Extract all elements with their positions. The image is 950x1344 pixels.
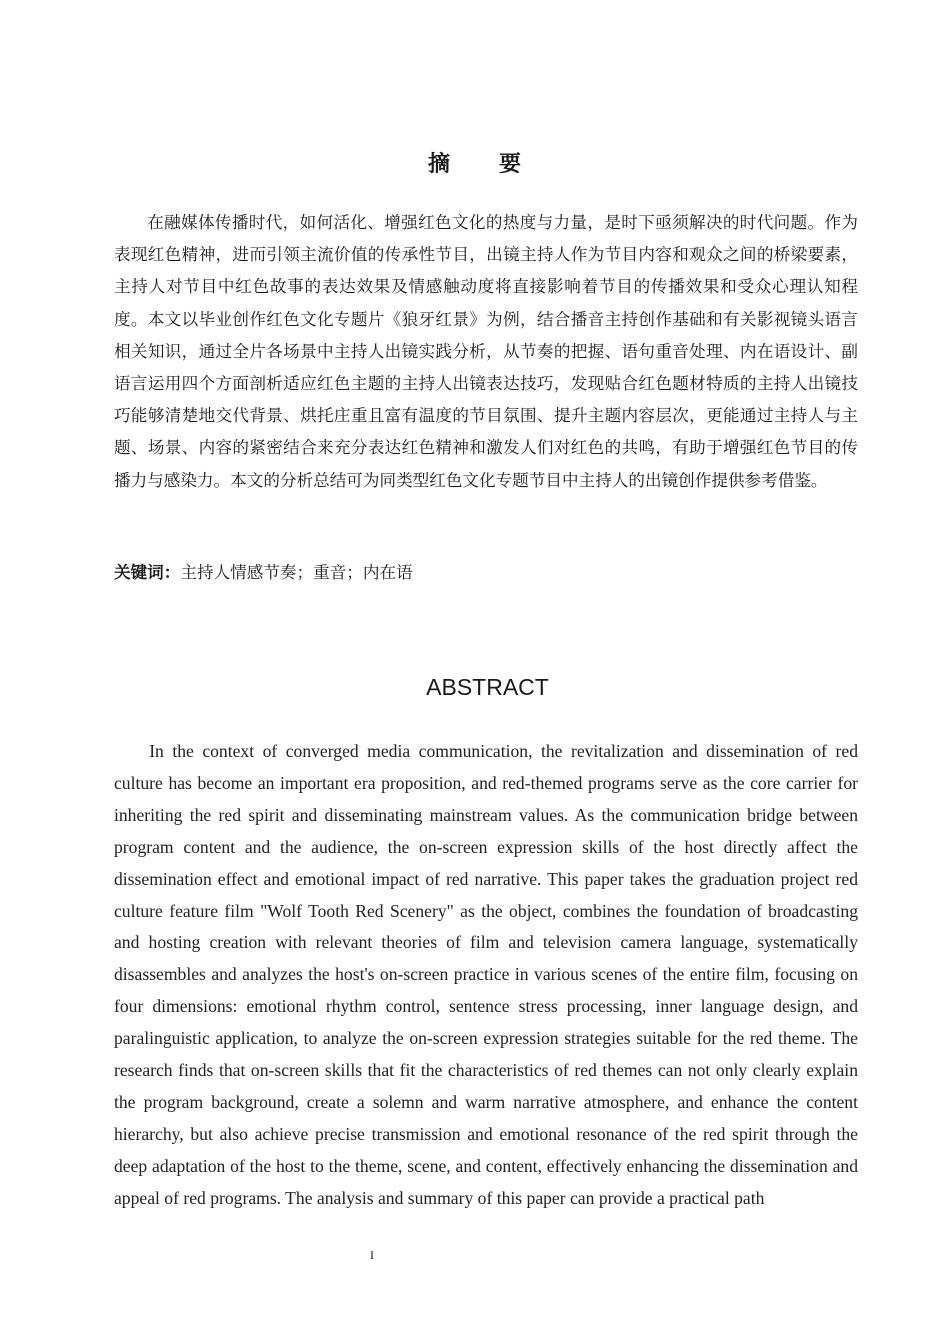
keywords-text: 主持人情感节奏；重音；内在语	[180, 563, 413, 582]
english-abstract-body: In the context of converged media communication, the revitalization and dissemination of red culture has become an important era proposition, and red-themed programs serve as the core carrier for inheriting the red spirit and disseminating mainstream values. As the communication bridge between program content and the audience, the on-screen expression skills of the host directly affect the dissemination effect and emotional impact of red narrative. This paper takes the graduation project red culture feature film "Wolf Tooth Red Scenery" as the object, combines the foundation of broadcasting and hosting creation with relevant theories of film and television camera language, systematically disassembles and analyzes the host's on-screen practice in various scenes of the entire film, focusing on four dimensions: emotional rhythm control, sentence stress processing, inner language design, and paralinguistic application, to analyze the on-screen expression strategies suitable for the red theme. The research finds that on-screen skills that fit the characteristics of red themes can not only clearly explain the program background, create a solemn and warm narrative atmosphere, and enhance the content hierarchy, but also achieve precise transmission and emotional resonance of the red spirit through the deep adaptation of the host to the theme, scene, and content, effectively enhancing the dissemination and appeal of red programs. The analysis and summary of this paper can provide a practical path	[114, 741, 858, 1208]
chinese-keywords	[114, 558, 858, 588]
title-char-2: 要	[499, 152, 523, 177]
chinese-abstract-body: 在融媒体传播时代，如何活化、增强红色文化的热度与力量，是时下亟须解决的时代问题。作为表现红色精神，进而引领主流价值的传承性节目，出镜主持人作为节目内容和观众之间的桥梁要素，主持人对节目中红色故事的表达效果及情感触动度将直接影响着节目的传播效果和受众心理认知程度。本文以毕业创作红色文化专题片《狼牙红景》为例，结合播音主持创作基础和有关影视镜头语言相关知识，通过全片各场景中主持人出镜实践分析，从节奏的把握、语句重音处理、内在语设计、副语言运用四个方面剖析适应红色主题的主持人出镜表达技巧，发现贴合红色题材特质的主持人出镜技巧能够清楚地交代背景、烘托庄重且富有温度的节目氛围、提升主题内容层次，更能通过主持人与主题、场景、内容的紧密结合来充分表达红色精神和激发人们对红色的共鸣，有助于增强红色节目的传播力与感染力。本文的分析总结可为同类型红色文化专题节目中主持人的出镜创作提供参考借鉴。	[114, 213, 858, 490]
keywords-label: 关键词：	[114, 563, 181, 582]
english-abstract-title: ABSTRACT	[426, 674, 549, 700]
chinese-abstract-title	[0, 147, 950, 178]
title-char-1: 摘	[427, 152, 451, 177]
page-number: I	[370, 1248, 374, 1262]
